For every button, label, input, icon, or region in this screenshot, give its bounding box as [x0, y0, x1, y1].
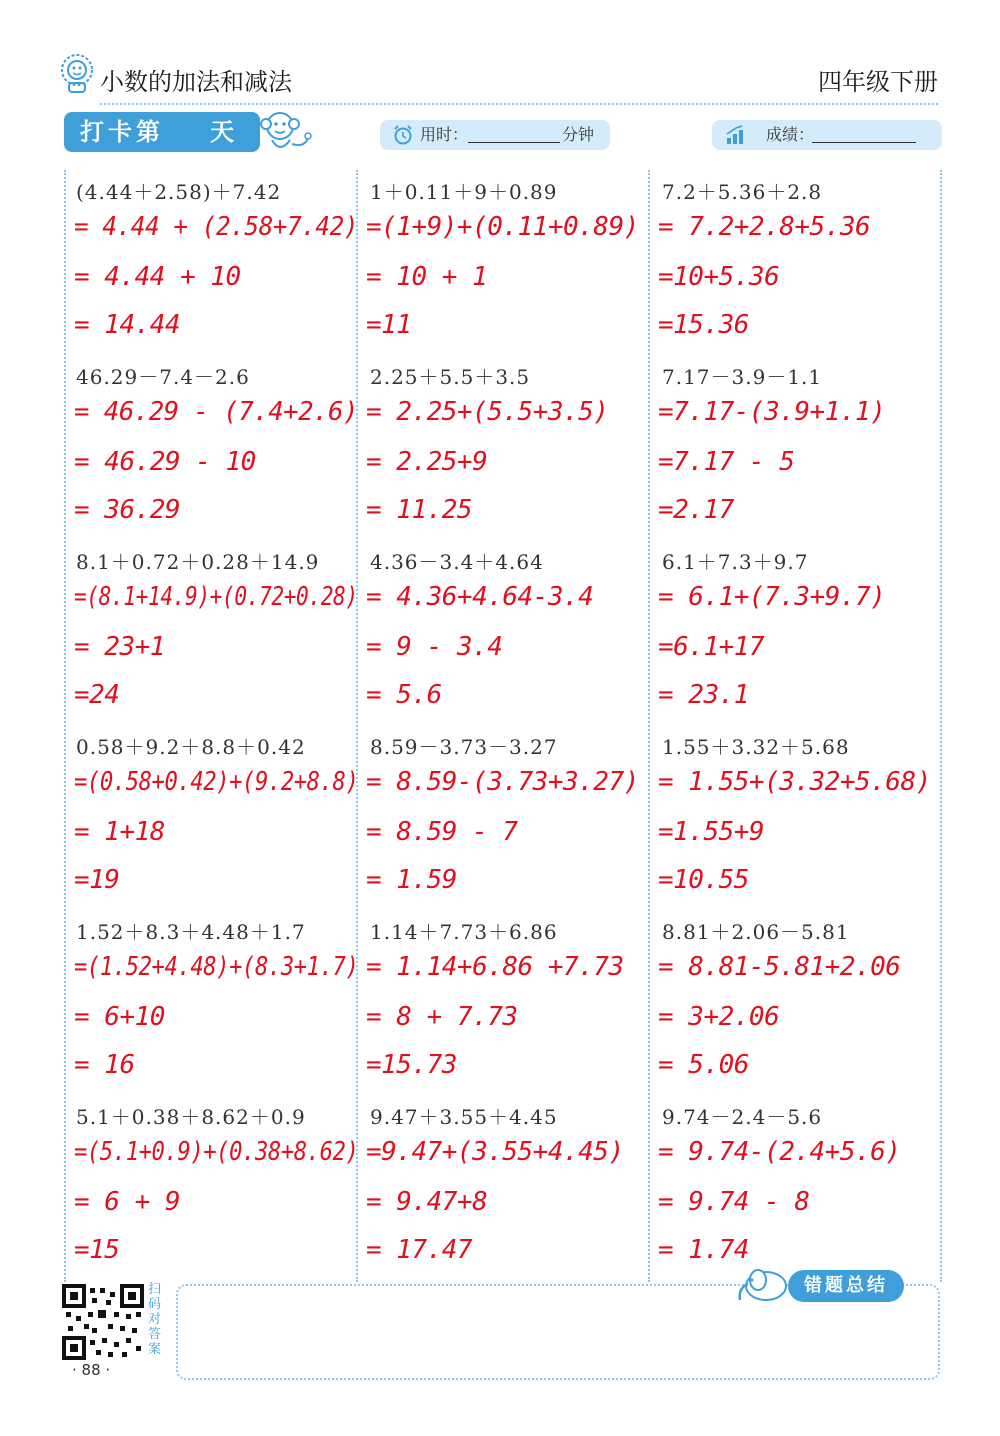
problem-expression: 8.1＋0.72＋0.28＋14.9: [76, 550, 320, 574]
handwritten-answer-step: = 23+1: [74, 632, 165, 662]
handwritten-answer-step: =15.73: [366, 1050, 457, 1080]
handwritten-answer-step: =15.36: [658, 310, 749, 340]
handwritten-answer-step: = 8 + 7.73: [366, 1002, 518, 1032]
handwritten-answer-step: =7.17-(3.9+1.1): [658, 397, 886, 427]
trophy-chart-icon: [724, 124, 746, 146]
problem-expression: 6.1＋7.3＋9.7: [662, 550, 809, 574]
handwritten-answer-step: =19: [74, 865, 120, 895]
handwritten-answer-step: =10+5.36: [658, 262, 780, 292]
handwritten-answer-step: = 9.74 - 8: [658, 1187, 810, 1217]
checkin-banner: [64, 112, 260, 152]
handwritten-answer-step: = 1.74: [658, 1235, 749, 1265]
handwritten-answer-step: = 11.25: [366, 495, 473, 525]
column-divider: [648, 170, 650, 1282]
problem-expression: 1＋0.11＋9＋0.89: [370, 180, 558, 204]
checkin-prefix: 打卡第: [80, 118, 164, 146]
handwritten-answer-step: = 8.59 - 7: [366, 817, 518, 847]
monkey-mascot-icon: [252, 104, 312, 158]
handwritten-answer-step: = 1.14+6.86 +7.73: [366, 952, 624, 982]
handwritten-answer-step: =(0.58+0.42)+(9.2+8.8): [74, 767, 359, 797]
handwritten-answer-step: = 9.74-(2.4+5.6): [658, 1137, 901, 1167]
grade-label: 四年级下册: [818, 68, 938, 96]
handwritten-answer-step: = 4.36+4.64-3.4: [366, 582, 594, 612]
handwritten-answer-step: = 4.44 + 10: [74, 262, 241, 292]
lion-mascot-icon: [58, 52, 96, 94]
problem-expression: 7.17－3.9－1.1: [662, 365, 823, 389]
problem-expression: (4.44＋2.58)＋7.42: [76, 180, 282, 204]
problem-expression: 8.59－3.73－3.27: [370, 735, 558, 759]
handwritten-answer-step: =11: [366, 310, 412, 340]
handwritten-answer-step: = 1.55+(3.32+5.68): [658, 767, 931, 797]
handwritten-answer-step: = 5.6: [366, 680, 442, 710]
time-label: 用时：: [420, 125, 469, 144]
column-divider: [940, 170, 942, 1282]
handwritten-answer-step: = 6 + 9: [74, 1187, 181, 1217]
score-blank-input[interactable]: [812, 142, 916, 143]
handwritten-answer-step: = 8.81-5.81+2.06: [658, 952, 901, 982]
handwritten-answer-step: =(5.1+0.9)+(0.38+8.62): [74, 1137, 359, 1167]
handwritten-answer-step: = 6.1+(7.3+9.7): [658, 582, 886, 612]
handwritten-answer-step: = 36.29: [74, 495, 181, 525]
problem-expression: 9.74－2.4－5.6: [662, 1105, 823, 1129]
time-unit: 分钟: [562, 125, 595, 144]
handwritten-answer-step: = 16: [74, 1050, 135, 1080]
handwritten-answer-step: = 7.2+2.8+5.36: [658, 212, 871, 242]
handwritten-answer-step: = 4.44 + (2.58+7.42): [74, 212, 358, 242]
handwritten-answer-step: = 9 - 3.4: [366, 632, 503, 662]
problem-expression: 1.14＋7.73＋6.86: [370, 920, 558, 944]
handwritten-answer-step: =9.47+(3.55+4.45): [366, 1137, 624, 1167]
problem-expression: 46.29－7.4－2.6: [76, 365, 250, 389]
problem-expression: 0.58＋9.2＋8.8＋0.42: [76, 735, 306, 759]
handwritten-answer-step: =6.1+17: [658, 632, 765, 662]
scan-for-answers-label: 扫码对答案: [148, 1282, 162, 1357]
handwritten-answer-step: = 46.29 - (7.4+2.6): [74, 397, 358, 427]
alarm-clock-icon: [392, 124, 414, 146]
handwritten-answer-step: = 17.47: [366, 1235, 473, 1265]
handwritten-answer-step: =(8.1+14.9)+(0.72+0.28): [74, 582, 358, 612]
handwritten-answer-step: = 8.59-(3.73+3.27): [366, 767, 639, 797]
handwritten-answer-step: = 23.1: [658, 680, 749, 710]
handwritten-answer-step: = 1.59: [366, 865, 457, 895]
problem-expression: 9.47＋3.55＋4.45: [370, 1105, 558, 1129]
handwritten-answer-step: = 3+2.06: [658, 1002, 780, 1032]
mistake-summary-badge: 错题总结: [788, 1270, 904, 1302]
checkin-suffix: 天: [210, 118, 234, 146]
problem-expression: 7.2＋5.36＋2.8: [662, 180, 823, 204]
elephant-mascot-icon: [732, 1262, 792, 1304]
handwritten-answer-step: = 46.29 - 10: [74, 447, 256, 477]
handwritten-answer-step: =(1.52+4.48)+(8.3+1.7): [74, 952, 359, 982]
header-divider: [100, 103, 938, 105]
time-field: [380, 120, 610, 150]
handwritten-answer-step: =1.55+9: [658, 817, 765, 847]
handwritten-answer-step: =24: [74, 680, 120, 710]
problem-expression: 4.36－3.4＋4.64: [370, 550, 544, 574]
column-divider: [64, 170, 66, 1282]
section-title: 小数的加法和减法: [100, 68, 292, 96]
handwritten-answer-step: = 5.06: [658, 1050, 749, 1080]
handwritten-answer-step: = 2.25+9: [366, 447, 488, 477]
handwritten-answer-step: = 9.47+8: [366, 1187, 488, 1217]
page-number: · 88 ·: [72, 1361, 111, 1379]
handwritten-answer-step: = 14.44: [74, 310, 181, 340]
problem-expression: 5.1＋0.38＋8.62＋0.9: [76, 1105, 306, 1129]
time-blank-input[interactable]: [468, 142, 560, 143]
problem-expression: 1.52＋8.3＋4.48＋1.7: [76, 920, 306, 944]
handwritten-answer-step: =(1+9)+(0.11+0.89): [366, 212, 639, 242]
qr-code-icon[interactable]: [62, 1284, 144, 1360]
handwritten-answer-step: =2.17: [658, 495, 734, 525]
score-field: [712, 120, 942, 150]
handwritten-answer-step: = 10 + 1: [366, 262, 488, 292]
handwritten-answer-step: =15: [74, 1235, 120, 1265]
score-label: 成绩：: [766, 125, 815, 144]
handwritten-answer-step: =7.17 - 5: [658, 447, 795, 477]
handwritten-answer-step: = 2.25+(5.5+3.5): [366, 397, 609, 427]
column-divider: [356, 170, 358, 1282]
problem-expression: 8.81＋2.06－5.81: [662, 920, 850, 944]
handwritten-answer-step: = 1+18: [74, 817, 165, 847]
problem-expression: 2.25＋5.5＋3.5: [370, 365, 531, 389]
handwritten-answer-step: =10.55: [658, 865, 749, 895]
handwritten-answer-step: = 6+10: [74, 1002, 165, 1032]
problem-expression: 1.55＋3.32＋5.68: [662, 735, 850, 759]
